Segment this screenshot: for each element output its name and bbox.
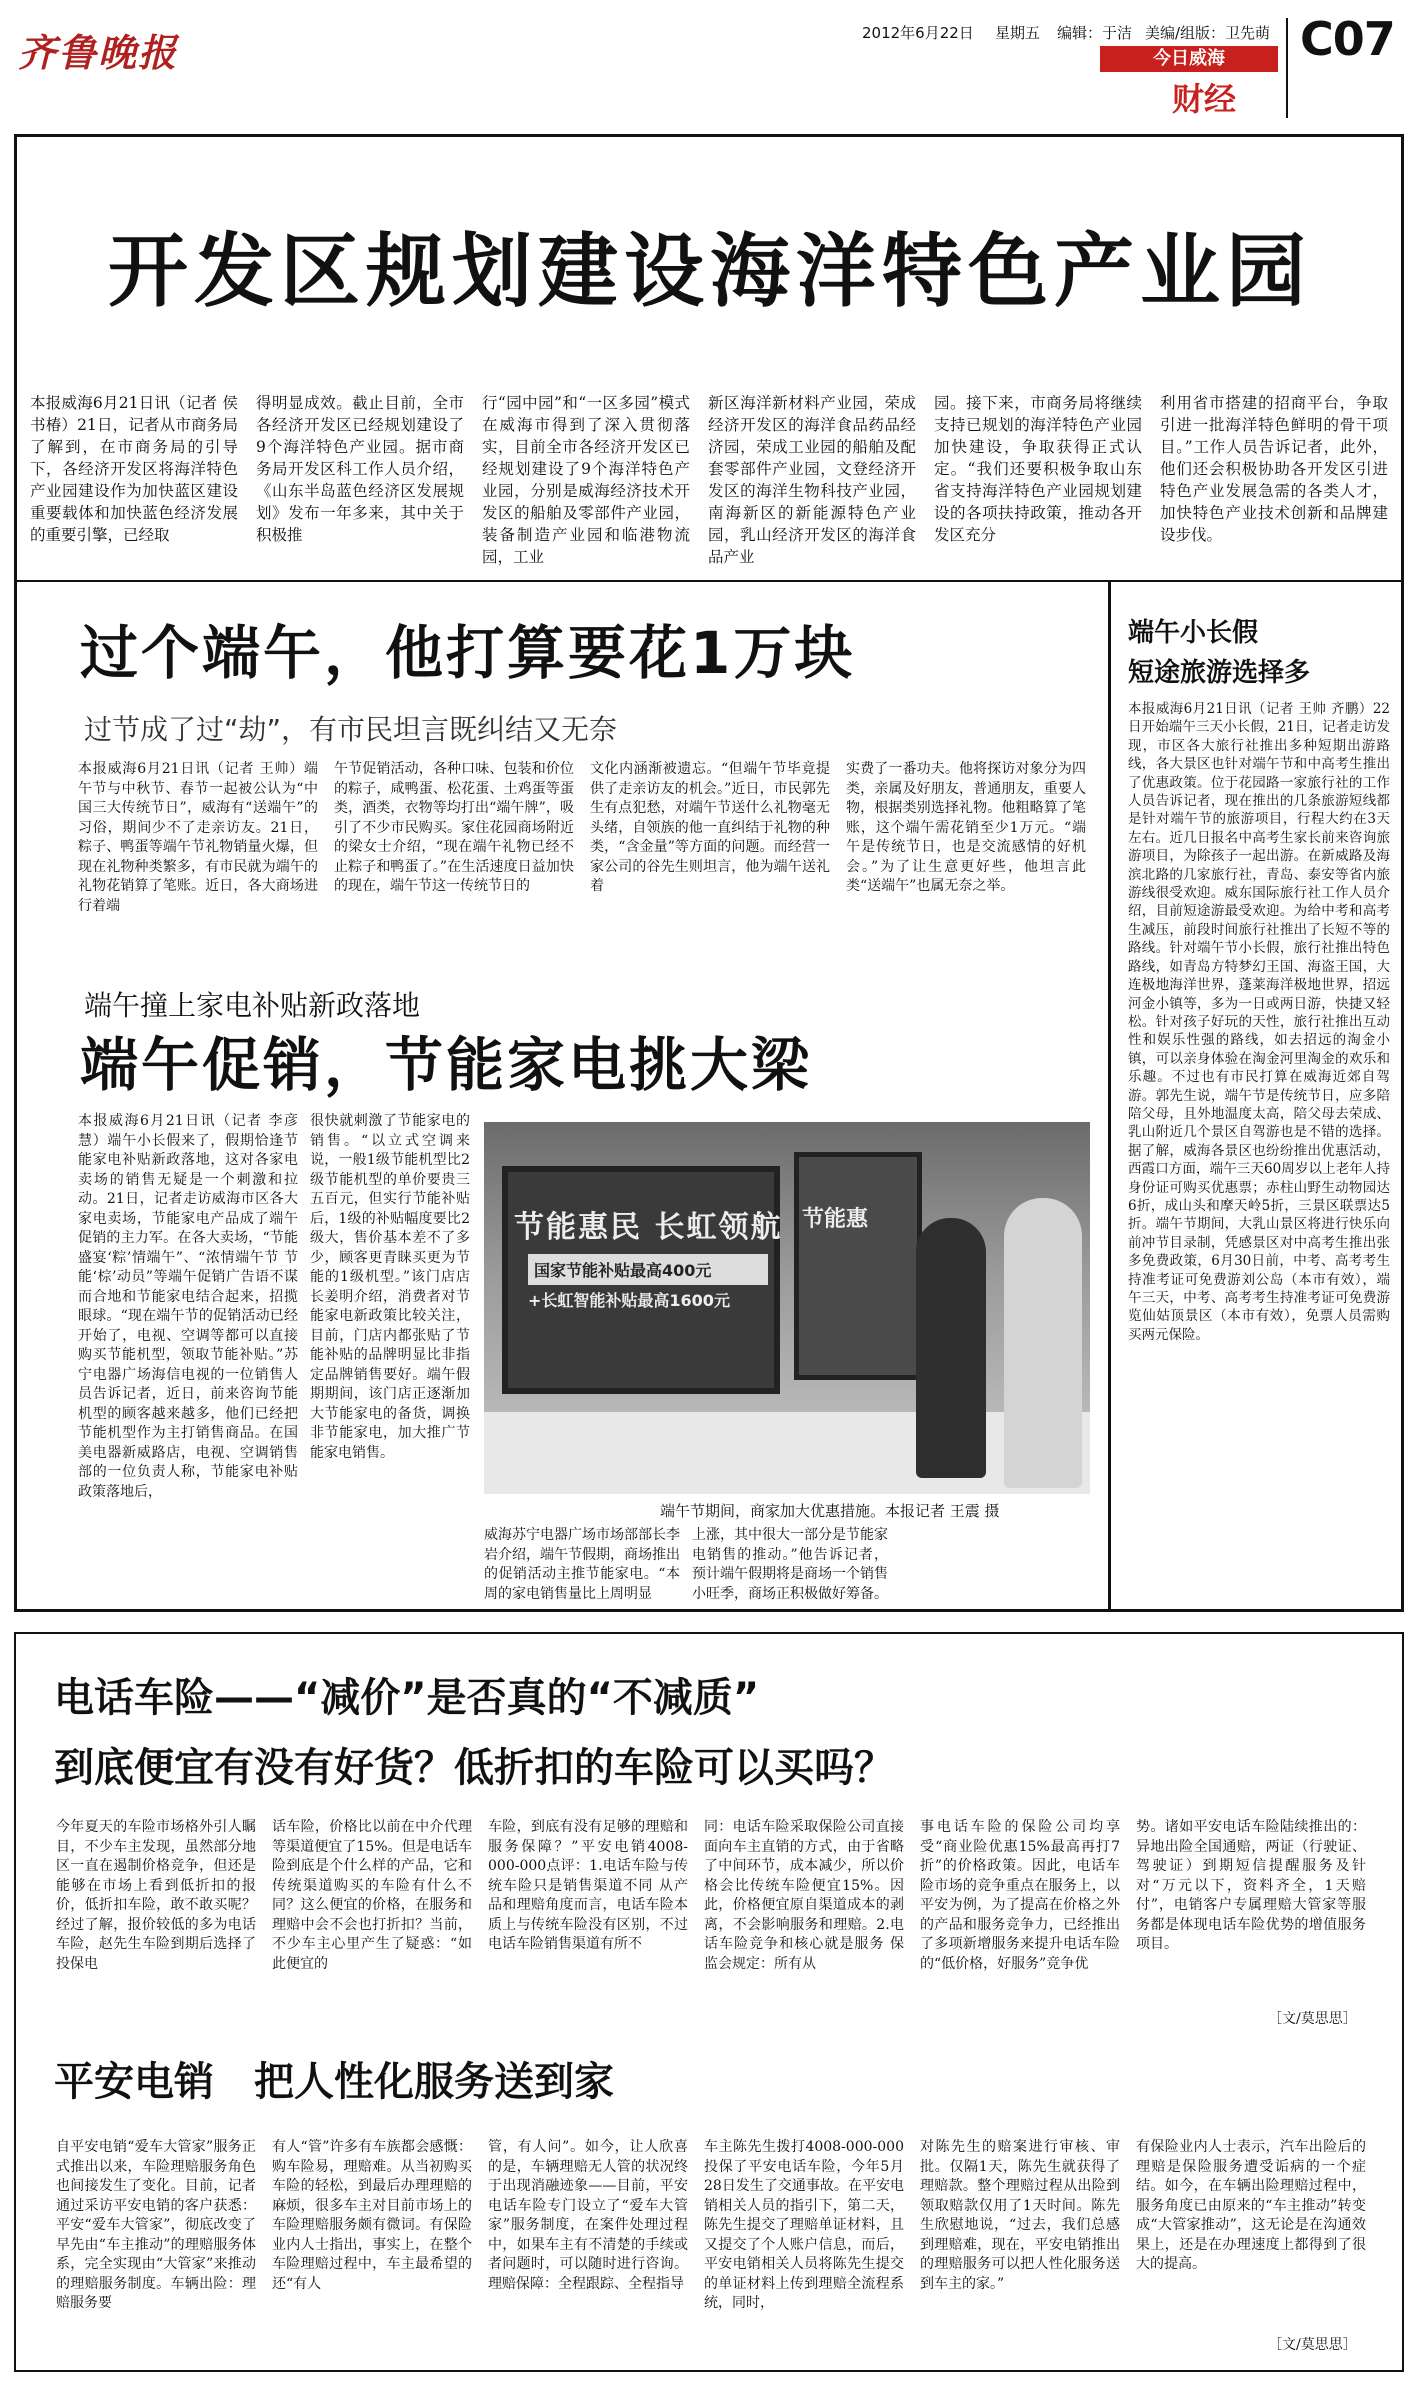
- ad1-sign: ［文/莫思思］: [1268, 2011, 1357, 2027]
- ad2-title: 平安电销 把人性化服务送到家: [54, 2059, 614, 2105]
- article3-kicker: 端午撞上家电补贴新政落地: [84, 989, 421, 1022]
- person-right: [1004, 1198, 1082, 1488]
- article2-subtitle: 过节成了过“劫”，有市民坦言既纠结又无奈: [84, 713, 618, 746]
- section-name: 财经: [1172, 80, 1237, 118]
- ad1-col-2: 话车险，价格比以前在中介代理等渠道便宜了15%。但是电话车险到底是个什么样的产品，它和传统渠道购买的车险有什么不同？这么便宜的价格，在服务和理赔中会不会也打折扣？当前，不少车主心里产生了疑惑：“如此便宜的: [272, 1819, 472, 1972]
- ad1-col-3: 车险，到底有没有足够的理赔和服务保障？”平安电销4008-000-000点评：1.电话车险与传统车险只是销售渠道不同 从产品和理赔角度而言，电话车险本质上与传统车险没有区别，不过电话车险销售渠道有所不: [488, 1819, 688, 1952]
- article3-col-2: 很快就刺激了节能家电的销售。“以立式空调来说，一般1级节能机型比2级节能机型的单价要贵三五百元，但实行节能补贴后，1级的补贴幅度要比2级大，售价基本差不了多少，顾客更青睐买更为节能的1级机型。”该门店店长姜明介绍，消费者对节能家电新政策比较关注，目前，门店内都张贴了节能补贴的品牌明显比非指定品牌销售要好。端午假期期间，该门店正逐渐加大节能家电的备货，调换非节能家电，加大推广节能家电销售。: [310, 1113, 470, 1461]
- article3-title: 端午促销，节能家电挑大梁: [80, 1031, 813, 1099]
- article1-title: 开发区规划建设海洋特色产业园: [108, 225, 1312, 318]
- person-left: [916, 1218, 986, 1478]
- editor-credit: 编辑：于洁: [1057, 24, 1133, 42]
- article2-col-1: 本报威海6月21日讯（记者 王帅）端午节与中秋节、春节一起被公认为“中国三大传统节日”，威海有“送端午”的习俗，期间少不了走亲访友。21日，粽子、鸭蛋等端午节礼物销量火爆，但现在礼物种类繁多，有市民就为端午的礼物花销算了笔账。近日，各大商场进行着端: [78, 761, 318, 914]
- article3-photo: [484, 1122, 1090, 1494]
- photo-caption: 端午节期间，商家加大优惠措施。本报记者 王震 摄: [660, 1502, 1000, 1520]
- ad1-title-line1: 电话车险——“减价”是否真的“不减质”: [54, 1675, 760, 1721]
- article3-col-1: 本报威海6月21日讯（记者 李彦慧）端午小长假来了，假期恰逢节能家电补贴新政落地，这对各家电卖场的销售无疑是一个刺激和拉动。21日，记者走访威海市区各大家电卖场，节能家电产品成了端午促销的主力军。在各大卖场，“节能盛宴‘粽’情端午”、“浓情端午节 节能‘棕’动员”等端午促销广告语不谋而合地和节能家电结合起来，招揽眼球。“现在端午节的促销活动已经开始了，电视、空调等都可以直接购买节能机型，领取节能补贴。”苏宁电器广场海信电视的一位销售人员告诉记者，近日，前来咨询节能机型的顾客越来越多，他们已经把节能机型作为主打销售商品。在国美电器新威路店，电视、空调销售部的一位负责人称，节能家电补贴政策落地后，: [78, 1113, 298, 1500]
- ad-frame-right: [1402, 1632, 1404, 2372]
- section-tag: 今日威海: [1100, 46, 1278, 72]
- frame-right: [1401, 134, 1404, 1612]
- sidebar-body: 本报威海6月21日讯（记者 王帅 齐鹏）22日开始端午三天小长假，21日，记者走访发现，市区各大旅行社推出多种短期出游路线，各大景区也针对端午节和中高考生推出了优惠政策。位于花园路一家旅行社的工作人员告诉记者，现在推出的几条旅游短线都是针对端午节的旅游项目，行程大约在3天左右。近几日报名中高考生家长前来咨询旅游项目，为除孩子一起出游。在新威路及海滨北路的几家旅行社，青岛、泰安等省内旅游线很受欢迎。威东国际旅行社工作人员介绍，目前短途游最受欢迎。为给中考和高考生减压，前段时间旅行社推出了长短不等的路线。针对端午节小长假，旅行社推出特色路线，如青岛方特梦幻王国、海盗王国，大连极地海洋世界，蓬莱海洋极地世界，招远河金小镇等，多为一日或两日游，快捷又轻松。针对孩子好玩的天性，旅行社推出互动性和娱乐性强的路线，如去招远的淘金小镇，可以亲身体验在淘金河里淘金的欢乐和乐趣。不过也有市民打算在威海近郊自驾游。郭先生说，端午节是传统节日，应多陪陪父母，且外地温度太高，陪父母去荣成、乳山附近几个景区自驾游也是不错的选择。据了解，威海各景区也纷纷推出优惠活动，西霞口方面，端午三天60周岁以上老年人持身份证可购买优惠票；赤柱山野生动物园达6折，成山头和摩天岭5折，三景区联票达5折。端午节期间，大乳山景区将进行快乐向前冲节目录制，凭感景区对中高考生推出张多免费政策，6月30日前，中考、高考考生持准考证可免费游刘公岛（本市有效），端午三天，中考、高考考生持准考证可免费游览仙姑顶景区（本市有效），免票人员需购买两元保险。: [1128, 701, 1390, 1343]
- article1-bottom-rule: [14, 580, 1404, 582]
- photo-sign-3: +长虹智能补贴最高1600元: [528, 1291, 730, 1310]
- page-number: C07: [1300, 12, 1395, 66]
- frame-bottom: [14, 1609, 1404, 1612]
- ad1-col-4: 同：电话车险采取保险公司直接面向车主直销的方式，由于省略了中间环节，成本减少，所以价格会比传统车险便宜15%。因此，价格便宜原自渠道成本的剥离，不会影响服务和理赔。2.电话车险竞争和核心就是服务 保监会规定：所有从: [704, 1819, 904, 1972]
- article1-col-1: 本报威海6月21日讯（记者 侯书椿）21日，记者从市商务局了解到，在市商务局的引导下，各经济开发区将海洋特色产业园建设作为加快蓝区建设重要载体和加快蓝色经济发展的重要引擎，已经取: [30, 394, 238, 544]
- newspaper-logo: 齐鲁晚报: [18, 30, 179, 75]
- display-counter: [484, 1412, 1090, 1494]
- photo-sign-1: 节能惠民 长虹领航: [514, 1210, 783, 1245]
- frame-left: [14, 134, 17, 1612]
- sidebar-title-2: 短途旅游选择多: [1128, 658, 1311, 688]
- ad1-col-6: 势。诸如平安电话车险陆续推出的：异地出险全国通赔，两证（行驶证、驾驶证）到期短信提醒服务及针对“万元以下，资料齐全，1天赔付”，电销客户专属理赔大管家等服务都是体现电话车险优势的增值服务项目。: [1136, 1819, 1366, 1952]
- ad2-col-2: 有人“管”许多有车族都会感慨：购车险易，理赔难。从当初购买车险的轻松，到最后办理理赔的麻烦，很多车主对目前市场上的车险理赔服务颇有微词。有保险业内人士指出，事实上，在整个车险理赔过程中，车主最希望的还“有人: [272, 2139, 472, 2292]
- sidebar-title-1: 端午小长假: [1128, 618, 1259, 648]
- issue-date: 2012年6月22日: [862, 24, 974, 42]
- article2-col-3: 文化内涵渐被遗忘。“但端午节毕竟提供了走亲访友的机会。”近日，市民郭先生有点犯愁，对端午节送什么礼物毫无头绪，自领族的他一直纠结于礼物的种类，“含金量”等方面的问题。而经营一家公司的谷先生则坦言，他为端午送礼着: [590, 761, 830, 894]
- photo-sign-4: 节能惠: [802, 1207, 869, 1232]
- ad-frame-top: [14, 1632, 1404, 1634]
- designer-credit: 美编/组版：卫先萌: [1145, 24, 1271, 42]
- sidebar-divider: [1108, 582, 1111, 1609]
- ad1-title-line2: 到底便宜有没有好货？低折扣的车险可以买吗？: [54, 1745, 894, 1791]
- article1-col-5: 园。接下来，市商务局将继续支持已规划的海洋特色产业园加快建设，争取获得正式认定。“我们还要积极争取山东省支持海洋特色产业园规划建设的各项扶持政策，推动各开发区充分: [934, 394, 1142, 544]
- article2-title: 过个端午，他打算要花1万块: [80, 619, 856, 687]
- ad-frame-left: [14, 1632, 16, 2372]
- article1-col-3: 行“园中园”和“一区多园”模式在威海市得到了深入贯彻落实，目前全市各经济开发区已经规划建设了9个海洋特色产业园，分别是威海经济技术开发区的船舶及零部件产业园，装备制造产业园和临港物流园，工业: [482, 394, 690, 566]
- article2-col-4: 实费了一番功夫。他将探访对象分为四类，亲属及好朋友，普通朋友，重要人物，根据类别选择礼物。他粗略算了笔账，这个端午需花销至少1万元。“端午是传统节日，也是交流感情的好机会。”为了让生意更好些，他坦言此类“送端午”也属无奈之举。: [846, 761, 1086, 894]
- ad2-col-6: 有保险业内人士表示，汽车出险后的理赔是保险服务遭受诟病的一个症结。如今，在车辆出险理赔过程中，服务角度已由原来的“车主推动”转变成“大管家推动”，这无论是在沟通效果上，还是在办理速度上都得到了很大的提高。: [1136, 2139, 1366, 2272]
- masthead-divider: [1286, 18, 1288, 118]
- article3-col-3: 威海苏宁电器广场市场部部长李岩介绍，端午节假期，商场推出的促销活动主推节能家电。“本周的家电销售量比上周明显: [484, 1527, 680, 1602]
- tv-display-right: [794, 1152, 922, 1380]
- ad-frame-bottom: [14, 2370, 1404, 2372]
- article1-col-6: 利用省市搭建的招商平台，争取引进一批海洋特色鲜明的骨干项目。”工作人员告诉记者，此外，他们还会积极协助各开发区引进特色产业发展急需的各类人才，加快特色产业技术创新和品牌建设步伐。: [1160, 394, 1388, 544]
- ad2-col-3: 管，有人问”。如今，让人欣喜的是，车辆理赔无人管的状况终于出现消融迹象——目前，平安电话车险专门设立了“爱车大管家”服务制度，在案件处理过程中，如果车主有不清楚的手续或者问题时，可以随时进行咨询。理赔保障：全程跟踪、全程指导: [488, 2139, 688, 2292]
- article2-col-2: 午节促销活动，各种口味、包装和价位的粽子，咸鸭蛋、松花蛋、土鸡蛋等蛋类，酒类，衣物等均打出“端午牌”，吸引了不少市民购买。家住花园商场附近的梁女士介绍，“现在端午礼物已经不止粽子和鸭蛋了。”在生活速度日益加快的现在，端午节这一传统节日的: [334, 761, 574, 894]
- ad1-col-1: 今年夏天的车险市场格外引人瞩目，不少车主发现，虽然部分地区一直在遏制价格竞争，但还是能够在市场上看到低折扣的报价，低折扣车险，敢不敢买呢？经过了解，报价较低的多为电话车险，赵先生车险到期后选择了投保电: [56, 1819, 256, 1972]
- article3-col-4: 上涨，其中很大一部分是节能家电销售的推动。”他告诉记者，预计端午假期将是商场一个销售小旺季，商场正积极做好筹备。: [692, 1527, 888, 1602]
- article1-col-2: 得明显成效。截止目前，全市各经济开发区已经规划建设了9个海洋特色产业园。据市商务局开发区科工作人员介绍，《山东半岛蓝色经济区发展规划》发布一年多来，其中关于积极推: [256, 394, 464, 544]
- ad2-sign: ［文/莫思思］: [1268, 2337, 1357, 2353]
- ad2-col-1: 自平安电销“爱车大管家”服务正式推出以来，车险理赔服务角色也间接发生了变化。目前，记者通过采访平安电销的客户获悉：平安“爱车大管家”，彻底改变了早先由“车主推动”的理赔服务体系，完全实现由“大管家”来推动的理赔服务制度。车辆出险：理赔服务要: [56, 2139, 256, 2311]
- ad2-col-5: 对陈先生的赔案进行审核、审批。仅隔1天，陈先生就获得了理赔款。整个理赔过程从出险到领取赔款仅用了1天时间。陈先生欣慰地说，“过去，我们总感到理赔难，现在，平安电销推出的理赔服务可以把人性化服务送到车主的家。”: [920, 2139, 1120, 2292]
- frame-top: [14, 134, 1404, 137]
- ad1-col-5: 事电话车险的保险公司均享受“商业险优惠15%最高再打7折”的价格政策。因此，电话车险市场的竞争重点在服务上，以平安为例，为了提高在价格之外的产品和服务竞争力，已经推出了多项新增服务来提升电话车险的“低价格，好服务”竞争优: [920, 1819, 1120, 1972]
- issue-weekday: 星期五: [995, 24, 1041, 42]
- ad2-col-4: 车主陈先生拨打4008-000-000投保了平安电话车险，今年5月28日发生了交通事故。在平安电销相关人员的指引下，第二天，陈先生提交了理赔单证材料，且又提交了个人账户信息，而后，平安电销相关人员将陈先生提交的单证材料上传到理赔全流程系统，同时，: [704, 2139, 904, 2311]
- article1-col-4: 新区海洋新材料产业园，荣成经济开发区的海洋食品药品经济园，荣成工业园的船舶及配套零部件产业园，文登经济开发区的海洋生物科技产业园，南海新区的新能源特色产业园，乳山经济开发区的海洋食品产业: [708, 394, 916, 566]
- photo-sign-2: 国家节能补贴最高400元: [528, 1254, 768, 1285]
